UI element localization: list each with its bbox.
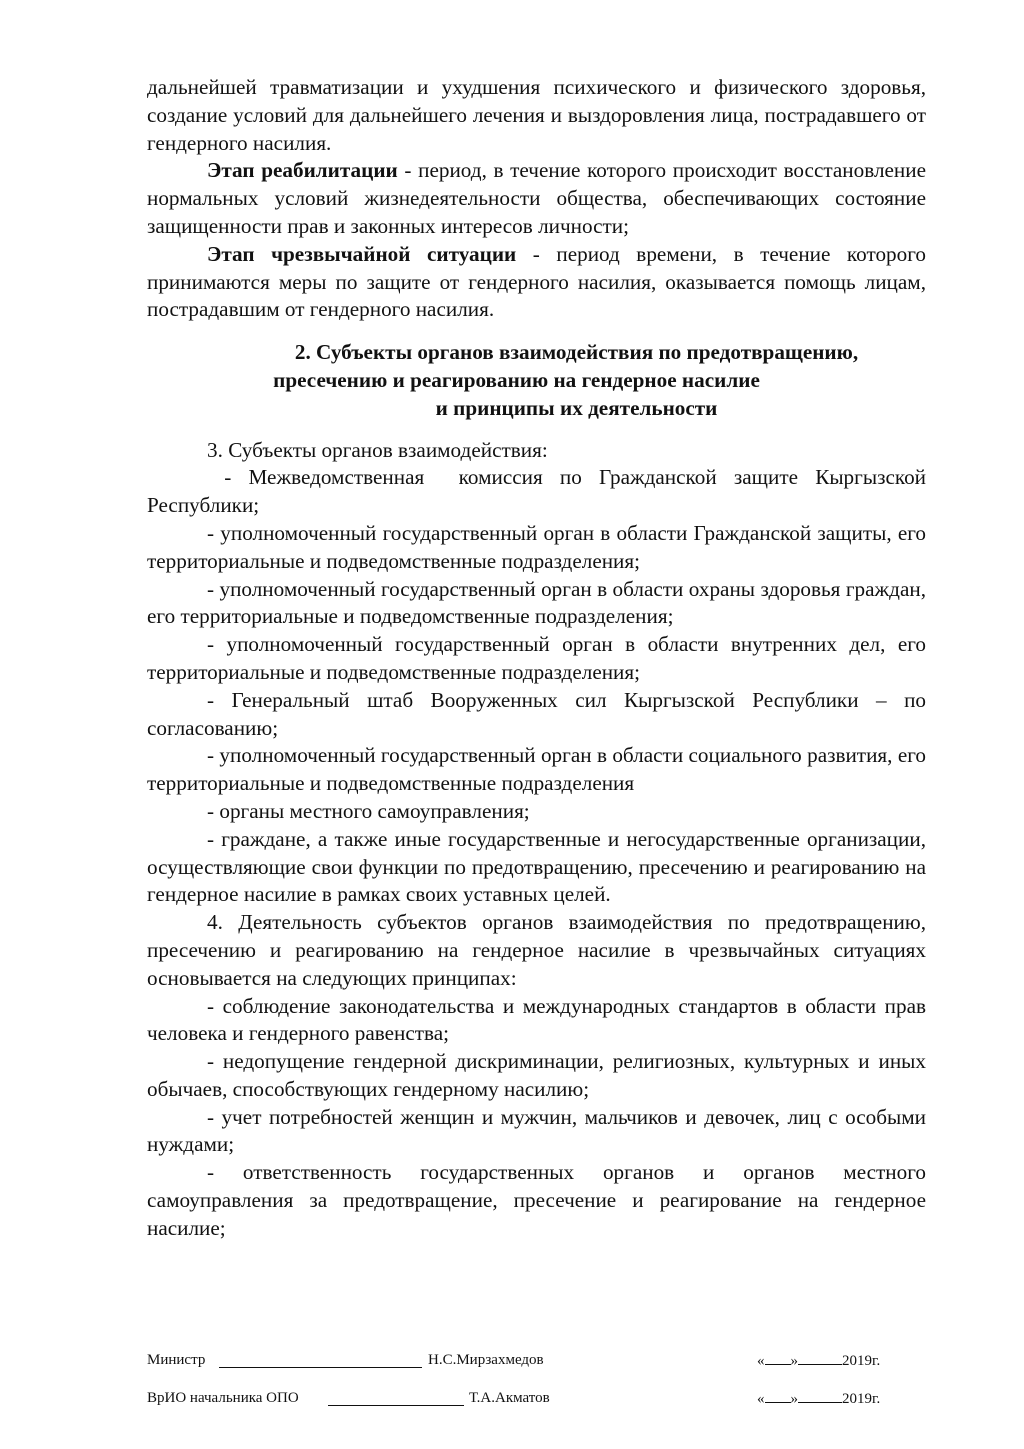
signature-role-acting-head: ВрИО начальника ОПО xyxy=(147,1390,299,1406)
document-body xyxy=(147,74,932,1243)
paragraph-emergency-stage xyxy=(147,241,926,324)
date-year: 2019г. xyxy=(842,1391,881,1407)
date-quote-close: » xyxy=(790,1353,798,1369)
paragraph-item-4: 4. Деятельность субъектов органов взаимодействия по предотвращению, пресечению и реагированию на гендерное насилие в чрезвычайных ситуациях основывается на следующих принципах: xyxy=(147,910,926,990)
signature-date-acting-head xyxy=(757,1390,880,1408)
paragraph-continuation: дальнейшей травматизации и ухудшения психического и физического здоровья, создание условий для дальнейшего лечения и выздоровления лица, пострадавшего от гендерного насилия. xyxy=(147,75,926,155)
list-item-citizens-organizations: - граждане, а также иные государственные и негосударственные организации, осуществляющие свои функции по предотвращению, пресечению и реагированию на гендерное насилие в рамках своих уставных целей. xyxy=(147,826,926,907)
signature-name-acting-head: Т.А.Акматов xyxy=(469,1390,550,1406)
date-quote-open: « xyxy=(757,1391,765,1407)
principle-responsibility: - ответственность государственных органов и органов местного самоуправления за предотвращение, пресечение и реагирование на гендерное насилие; xyxy=(147,1160,926,1240)
list-item-interagency-commission: - Межведомственная комиссия по Гражданской защите Кыргызской Республики; xyxy=(147,465,932,518)
list-item-local-self-government: - органы местного самоуправления; xyxy=(207,798,530,823)
definition-rehabilitation-stage: - период, в течение которого происходит восстановление нормальных условий жизнедеятельности общества, обеспечивающих состояние защищенности прав и законных интересов личности; xyxy=(147,158,927,238)
term-emergency-stage: Этап чрезвычайной ситуации xyxy=(207,241,517,266)
date-year: 2019г. xyxy=(842,1353,881,1369)
date-quote-open: « xyxy=(757,1353,765,1369)
date-month-line xyxy=(798,1352,842,1365)
principle-compliance: - соблюдение законодательства и международных стандартов в области прав человека и гендерного равенства; xyxy=(147,993,926,1046)
signature-role-minister: Министр xyxy=(147,1352,206,1368)
principle-non-discrimination: - недопущение гендерной дискриминации, религиозных, культурных и иных обычаев, способствующих гендерному насилию; xyxy=(147,1049,926,1101)
list-item-health-body: - уполномоченный государственный орган в области охраны здоровья граждан, его территориальные и подведомственные подразделения; xyxy=(147,576,926,629)
section-heading-line-2: пресечению и реагированию на гендерное насилие xyxy=(273,367,760,392)
signature-line-minister xyxy=(219,1355,422,1368)
definition-emergency-stage: - период времени, в течение которого принимаются меры по защите от гендерного насилия, оказывается помощь лицам, пострадавшим от гендерного насилия. xyxy=(147,241,926,322)
list-item-civil-protection-body: - уполномоченный государственный орган в области Гражданской защиты, его территориальные и подведомственные подразделения; xyxy=(147,520,926,573)
signature-line-acting-head xyxy=(328,1393,464,1406)
list-item-social-development-body: - уполномоченный государственный орган в области социального развития, его территориальные и подведомственные подразделения xyxy=(147,743,926,796)
section-heading-line-3: и принципы их деятельности xyxy=(435,395,718,420)
date-month-line xyxy=(798,1390,842,1403)
section-heading xyxy=(147,339,926,422)
signature-date-minister xyxy=(757,1352,880,1370)
date-day-line xyxy=(765,1390,791,1403)
term-rehabilitation-stage: Этап реабилитации xyxy=(207,158,398,183)
date-quote-close: » xyxy=(790,1391,798,1407)
signature-row-acting-head xyxy=(147,1390,907,1410)
section-heading-line-1: 2. Субъекты органов взаимодействия по предотвращению, xyxy=(294,340,859,365)
signature-name-minister: Н.С.Мирзахмедов xyxy=(428,1352,544,1368)
date-day-line xyxy=(765,1352,791,1365)
paragraph-rehabilitation-stage xyxy=(147,157,926,240)
list-item-general-staff: - Генеральный штаб Вооруженных сил Кыргызской Республики – по согласованию; xyxy=(147,687,926,740)
principle-needs: - учет потребностей женщин и мужчин, мальчиков и девочек, лиц с особыми нуждами; xyxy=(147,1104,926,1157)
paragraph-item-3: 3. Субъекты органов взаимодействия: xyxy=(207,437,548,462)
list-item-internal-affairs-body: - уполномоченный государственный орган в области внутренних дел, его территориальные и подведомственные подразделения; xyxy=(147,632,926,684)
signature-row-minister xyxy=(147,1352,907,1372)
